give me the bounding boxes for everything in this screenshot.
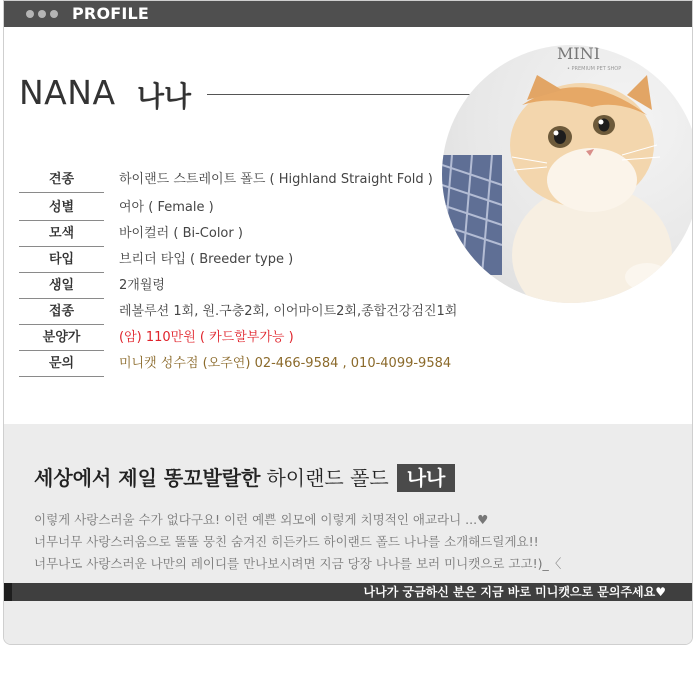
cta-strip-accent xyxy=(4,583,12,601)
shop-sign-sub: • PREMIUM PET SHOP xyxy=(567,66,622,72)
header-dots xyxy=(26,10,58,18)
promo-line: 이렇게 사랑스러울 수가 없다구요! 이런 예쁜 외모에 이렇게 치명적인 애교라니 ...♥ xyxy=(34,512,489,527)
info-label: 분양가 xyxy=(19,326,104,351)
promo-name-tag: 나나 xyxy=(397,464,456,492)
info-value: 바이컬러 ( Bi-Color ) xyxy=(119,226,243,241)
dot-icon xyxy=(38,10,46,18)
info-label: 견종 xyxy=(19,168,104,193)
promo-line: 너무너무 사랑스러움으로 똘똘 뭉친 숨겨진 히든카드 하이랜드 폴드 나나를 소개해드릴게요!! xyxy=(34,534,539,549)
info-value: 레볼루션 1회, 원.구충2회, 이어마이트2회,종합건강검진1회 xyxy=(119,304,458,319)
dot-icon xyxy=(26,10,34,18)
info-label: 타입 xyxy=(19,248,104,273)
info-value: 브리더 타입 ( Breeder type ) xyxy=(119,252,294,267)
info-label: 문의 xyxy=(19,352,104,377)
info-label: 생일 xyxy=(19,274,104,299)
info-row-birthday xyxy=(19,274,459,300)
kitten-photo xyxy=(442,45,693,303)
info-value-contact[interactable]: 미니캣 성수점 (오주연) 02-466-9584 , 010-4099-9584 xyxy=(119,356,452,371)
info-value: 하이랜드 스트레이트 폴드 ( Highland Straight Fold ) xyxy=(119,172,433,187)
info-row-contact xyxy=(19,352,459,378)
cta-text[interactable]: 나나가 궁금하신 분은 지금 바로 미니캣으로 문의주세요♥ xyxy=(363,585,666,599)
info-row-price xyxy=(19,326,459,352)
promo-description xyxy=(34,509,561,575)
profile-card xyxy=(3,0,693,645)
profile-header-bar xyxy=(4,1,692,27)
info-row-breed xyxy=(19,168,459,194)
promo-headline-bold: 세상에서 제일 똥꼬발랄한 xyxy=(34,466,261,490)
info-row-gender xyxy=(19,196,459,222)
info-label: 성별 xyxy=(19,196,104,221)
promo-headline-light: 하이랜드 폴드 xyxy=(266,466,389,490)
dot-icon xyxy=(50,10,58,18)
pet-name-korean: 나나 xyxy=(137,80,192,113)
info-value-price: (암) 110만원 ( 카드할부가능 ) xyxy=(119,330,294,345)
name-divider xyxy=(207,94,477,95)
info-label: 접종 xyxy=(19,300,104,325)
info-value: 여아 ( Female ) xyxy=(119,200,214,215)
info-label: 모색 xyxy=(19,222,104,247)
promo-headline xyxy=(34,464,455,492)
pet-name-english: NANA xyxy=(19,73,116,112)
promo-line: 너무나도 사랑스러운 나만의 레이디를 만나보시려면 지금 당장 나나를 보러 미니캣으로 고고!)_〈 xyxy=(34,556,562,571)
header-title: PROFILE xyxy=(72,4,150,23)
shop-sign: MINI xyxy=(557,45,601,63)
info-row-vaccination xyxy=(19,300,459,326)
kitten-illustration xyxy=(442,45,693,303)
info-value: 2개월령 xyxy=(119,278,165,293)
info-row-type xyxy=(19,248,459,274)
info-row-color xyxy=(19,222,459,248)
